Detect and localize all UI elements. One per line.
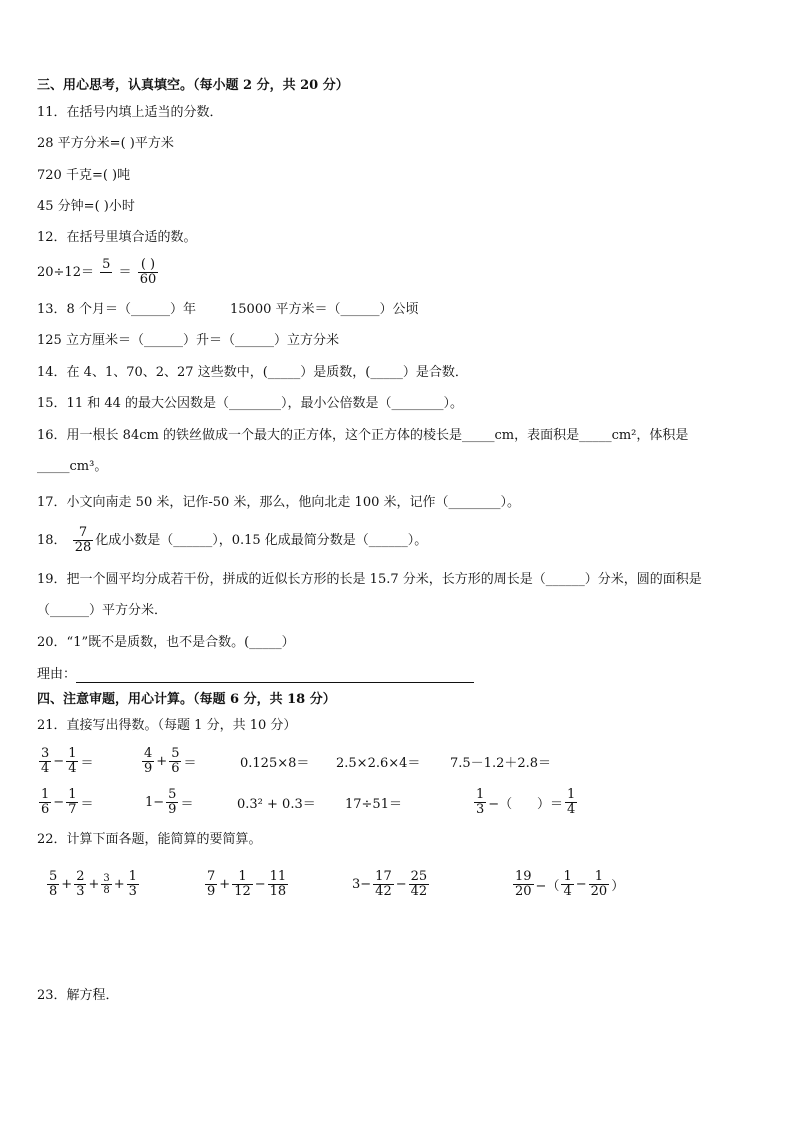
numerator: 1 xyxy=(566,786,576,802)
q12-f1-numerator: 5 xyxy=(102,257,111,272)
q12-fraction-1 xyxy=(100,258,112,287)
q18-fraction xyxy=(73,526,94,555)
fraction xyxy=(169,747,181,776)
numerator: 1 xyxy=(128,868,137,884)
denominator: 20 xyxy=(590,883,608,899)
numerator: 5 xyxy=(168,786,177,802)
q18-denominator: 28 xyxy=(74,540,92,555)
numerator: 1 xyxy=(563,868,572,884)
fraction xyxy=(589,870,610,899)
equals: ＝ xyxy=(80,796,94,812)
fraction xyxy=(565,788,577,817)
denominator: 7 xyxy=(68,801,77,817)
q21-e3: 0.125×8＝ xyxy=(240,755,310,771)
fraction xyxy=(205,870,217,899)
denominator: 42 xyxy=(375,883,392,899)
numerator: 1 xyxy=(68,786,77,802)
denominator: 4 xyxy=(68,760,77,776)
numerator: 3 xyxy=(103,872,110,884)
denominator: 42 xyxy=(410,883,428,899)
q20: 20．“1”既不是质数，也不是合数。(_____） xyxy=(37,635,295,650)
q21-e10 xyxy=(472,784,579,820)
q11-c: 45 分钟=( )小时 xyxy=(37,199,135,214)
numerator: 1 xyxy=(41,786,50,802)
numerator: 11 xyxy=(269,868,287,884)
q20-reason xyxy=(37,667,474,683)
fraction xyxy=(39,788,51,817)
fraction xyxy=(268,870,289,899)
fraction xyxy=(474,788,486,817)
fraction xyxy=(39,747,51,776)
q17: 17．小文向南走 50 米，记作-50 米，那么，他向北走 100 米，记作（________）。 xyxy=(37,495,520,510)
denominator: 3 xyxy=(76,883,85,899)
q21-e5: 7.5－1.2＋2.8＝ xyxy=(450,755,552,771)
fraction xyxy=(74,870,86,899)
denominator: 8 xyxy=(103,884,110,896)
numerator: 4 xyxy=(144,745,153,761)
q21-e7 xyxy=(145,784,193,820)
q21-row-2 xyxy=(37,784,757,820)
prefix: 3− xyxy=(352,876,372,892)
fraction xyxy=(166,788,178,817)
q16-line1: 16．用一根长 84cm 的铁丝做成一个最大的正方体，这个正方体的棱长是_____cm，表面积是_____cm²，体积是 xyxy=(37,428,689,443)
q13-a: 13．8 个月＝（______）年 xyxy=(37,302,196,317)
q12-f1-denominator xyxy=(100,273,112,287)
numerator: 17 xyxy=(375,868,392,884)
q22-p1: $\frac{5}{8}$ + $\frac{2}{3}$ + $\frac{3}{8}$ + $\frac{1}{3}$ xyxy=(49,868,137,899)
fraction xyxy=(373,870,394,899)
numerator: 5 xyxy=(49,868,58,884)
fraction xyxy=(561,870,573,899)
q12-fraction-2 xyxy=(138,258,159,287)
q19-line1: 19．把一个圆平均分成若干份，拼成的近似长方形的长是 15.7 分米，长方形的周长是（______）分米，圆的面积是 xyxy=(37,572,702,587)
equals: ＝ xyxy=(180,796,194,812)
numerator: 7 xyxy=(207,868,216,884)
numerator: 1 xyxy=(68,745,77,761)
q21-e2 xyxy=(140,743,196,779)
q16-line2: _____cm³。 xyxy=(37,459,108,474)
q21-stem: 21．直接写出得数。（每题 1 分，共 10 分） xyxy=(37,718,297,733)
denominator: 6 xyxy=(41,801,50,817)
fraction xyxy=(66,747,78,776)
numerator: 25 xyxy=(410,868,428,884)
q18-text: 化成小数是（______），0.15 化成最简分数是（______）。 xyxy=(95,533,428,548)
denominator: 4 xyxy=(563,883,572,899)
q22-p2: $\frac{7}{9}$ + $\frac{1}{12}$ − $\frac{11}{18}$ xyxy=(207,868,287,899)
q21-e8: 0.3² + 0.3＝ xyxy=(237,796,316,812)
q22-row xyxy=(45,866,765,902)
prefix: 1− xyxy=(145,794,165,810)
q21-e4: 2.5×2.6×4＝ xyxy=(336,755,421,771)
denominator: 4 xyxy=(41,760,50,776)
fraction xyxy=(513,870,534,899)
denominator: 18 xyxy=(269,883,287,899)
q20-reason-label: 理由： xyxy=(37,667,77,682)
open-paren: −（ xyxy=(535,878,560,894)
equals: ＝ xyxy=(80,755,94,771)
q12-expression xyxy=(37,255,160,291)
q18-numerator: 7 xyxy=(73,526,94,541)
q13-b: 15000 平方米＝（______）公顷 xyxy=(230,302,419,317)
q22-p3: 3− $\frac{17}{42}$ − $\frac{25}{42}$ xyxy=(352,868,428,899)
denominator: 3 xyxy=(128,883,137,899)
q13-c: 125 立方厘米＝（______）升＝（______）立方分米 xyxy=(37,333,339,348)
numerator: 1 xyxy=(589,870,610,885)
denominator: 8 xyxy=(49,883,58,899)
equals: ＝ xyxy=(183,755,197,771)
blank-expression: −（ ）＝ xyxy=(488,796,563,812)
q22-stem: 22．计算下面各题，能简算的要简算。 xyxy=(37,832,262,847)
q22-p4: $\frac{19}{20}$ −（ $\frac{1}{4}$ − $\frac{1}{20}$ ） xyxy=(515,868,625,899)
operator: + xyxy=(156,753,168,769)
q11-a: 28 平方分米=( )平方米 xyxy=(37,136,174,151)
numerator: 19 xyxy=(515,868,532,884)
section-4-title: 四、注意审题，用心计算。（每题 6 分，共 18 分） xyxy=(37,692,336,707)
q21-e6 xyxy=(37,784,93,820)
q14: 14．在 4、1、70、2、27 这些数中，(_____）是质数，(_____）是合数． xyxy=(37,365,468,380)
q12-stem: 12．在括号里填合适的数。 xyxy=(37,230,197,245)
denominator: 9 xyxy=(168,801,177,817)
denominator: 6 xyxy=(171,760,180,776)
q11-b: 720 千克=( )吨 xyxy=(37,168,131,183)
numerator: 3 xyxy=(41,745,50,761)
fraction xyxy=(142,747,154,776)
denominator: 9 xyxy=(144,760,153,776)
q11-stem: 11．在括号内填上适当的分数． xyxy=(37,105,223,120)
q12-eq: ＝ xyxy=(118,265,132,280)
denominator: 3 xyxy=(476,801,485,817)
denominator: 20 xyxy=(515,883,532,899)
q21-e9: 17÷51＝ xyxy=(345,796,402,812)
numerator: 2 xyxy=(76,868,85,884)
fraction xyxy=(127,870,139,899)
q21-e1 xyxy=(37,743,93,779)
numerator: 1 xyxy=(476,786,485,802)
q15: 15．11 和 44 的最大公因数是（________），最小公倍数是（________）。 xyxy=(37,396,464,411)
q18-number: 18． xyxy=(37,533,67,548)
section-3-title: 三、用心思考，认真填空。（每小题 2 分，共 20 分） xyxy=(37,78,349,93)
fraction xyxy=(47,870,59,899)
fraction xyxy=(409,870,430,899)
numerator: 5 xyxy=(171,745,180,761)
q19-line2: （______）平方分米． xyxy=(37,603,168,618)
fraction xyxy=(101,873,111,896)
operator: − xyxy=(53,794,65,810)
denominator: 9 xyxy=(207,883,216,899)
close-paren: ） xyxy=(611,878,625,894)
q20-reason-line[interactable] xyxy=(76,668,474,683)
q12-f2-denominator: 60 xyxy=(139,272,157,287)
denominator: 12 xyxy=(234,883,251,899)
q23: 23．解方程． xyxy=(37,988,119,1003)
fraction xyxy=(66,788,78,817)
q12-lhs: 20÷12＝ xyxy=(37,265,94,280)
numerator: 1 xyxy=(232,870,253,885)
denominator: 4 xyxy=(566,801,576,817)
fraction xyxy=(232,870,253,899)
q18 xyxy=(37,523,427,559)
q21-row-1 xyxy=(37,743,757,779)
q12-f2-numerator: ( ) xyxy=(138,258,159,273)
operator: − xyxy=(53,753,65,769)
